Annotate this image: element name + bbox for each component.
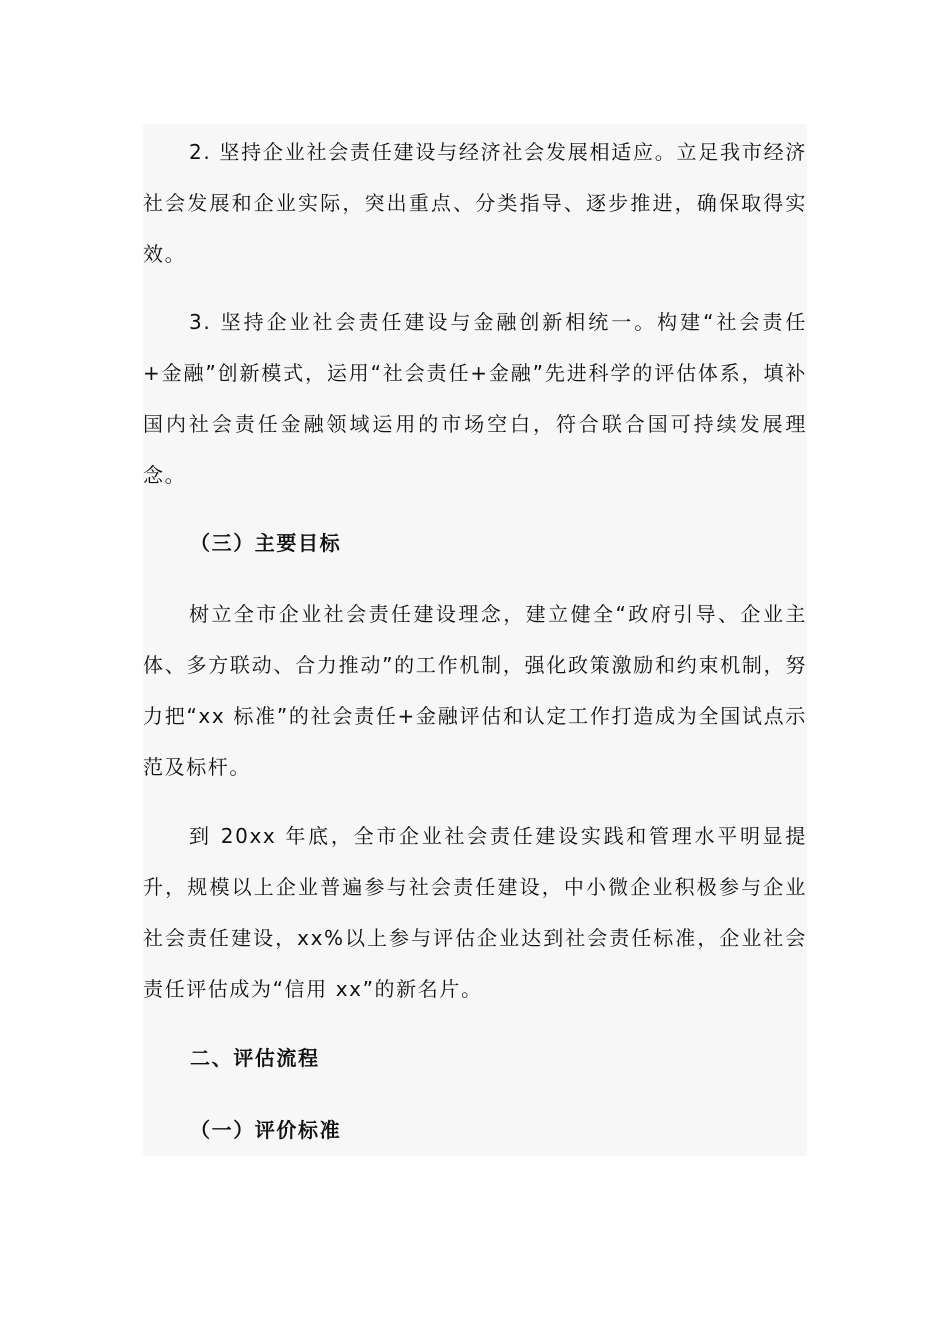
heading-evaluation-standards: （一）评价标准 [190, 1118, 342, 1142]
paragraph-main-goals: 树立全市企业社会责任建设理念，建立健全“政府引导、企业主体、多方联动、合力推动”的工作机制，强化政策激励和约束机制，努力把“xx 标准”的社会责任+金融评估和认定工作打造成为全国试点示范及标杆。 [143, 602, 807, 779]
heading-evaluation-process: 二、评估流程 [190, 1046, 320, 1070]
heading-main-goals: （三）主要目标 [190, 531, 342, 555]
paragraph-principle-3: 3. 坚持企业社会责任建设与金融创新相统一。构建“社会责任+金融”创新模式，运用“社会责任+金融”先进科学的评估体系，填补国内社会责任金融领域运用的市场空白，符合联合国可持续发展理念。 [143, 310, 807, 487]
paragraph-target-20xx: 到 20xx 年底，全市企业社会责任建设实践和管理水平明显提升，规模以上企业普遍参与社会责任建设，中小微企业积极参与企业社会责任建设，xx%以上参与评估企业达到社会责任标准，企业社会责任评估成为“信用 xx”的新名片。 [143, 824, 807, 1001]
paragraph-principle-2: 2. 坚持企业社会责任建设与经济社会发展相适应。立足我市经济社会发展和企业实际，突出重点、分类指导、逐步推进，确保取得实效。 [143, 140, 807, 266]
